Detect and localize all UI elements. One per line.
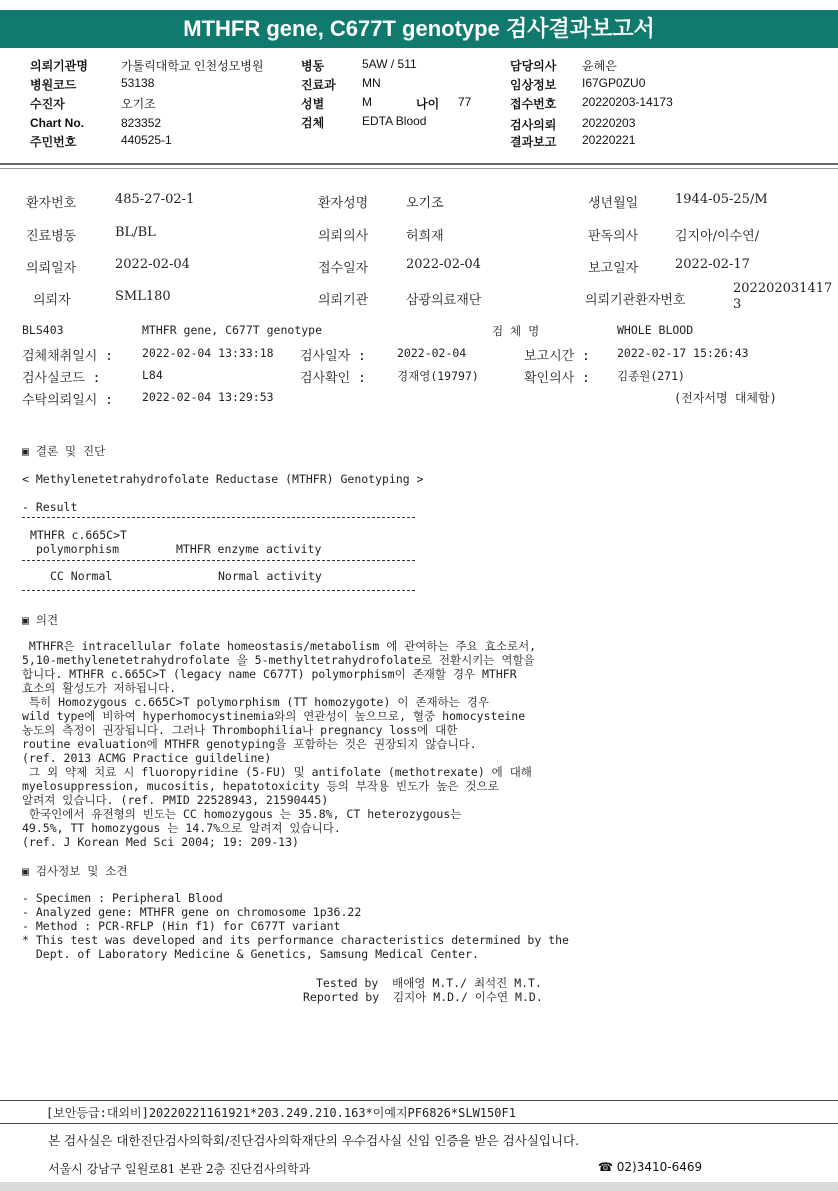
result-label: - Result [22, 500, 78, 514]
value-result-report: 20220221 [582, 133, 636, 147]
opinion-line: (ref. 2013 ACMG Practice guildeline) [22, 751, 272, 765]
certification-note: 본 검사실은 대한진단검사의학회/진단검사의학재단의 우수검사실 신임 인증을 받은 검사실입니다. [48, 1133, 580, 1148]
opinion-line: myelosuppression, mucositis, hepatotoxicity 등의 부작용 빈도가 높은 것으로 [22, 779, 499, 793]
label-report-date: 보고일자 [588, 261, 639, 276]
test-details-line: Dept. of Laboratory Medicine & Genetics, Samsung Medical Center. [22, 947, 479, 961]
value-patient-no: 485-27-02-1 [115, 192, 195, 207]
label-ward: 병동 [301, 59, 325, 73]
footer-divider [0, 1100, 838, 1101]
value-receipt-date: 2022-02-04 [406, 257, 481, 272]
opinion-line: 5,10-methylenetetrahydrofolate 을 5-methyltetrahydrofolate로 전환시키는 역할을 [22, 653, 535, 667]
test-details-heading: ▣ 검사정보 및 소견 [22, 864, 128, 878]
opinion-line: 합니다. MTHFR c.665C>T (legacy name C677T) polymorphism이 존재할 경우 MTHFR [22, 667, 517, 681]
table-header-genotype-1: MTHFR c.665C>T [30, 528, 127, 542]
value-confirm-doctor: 김종원(271) [617, 369, 685, 383]
value-examinee: 오기조 [121, 97, 156, 111]
value-patient-name: 오기조 [406, 196, 444, 211]
opinion-line: 그 외 약제 치료 시 fluoropyridine (5-FU) 및 antifolate (methotrexate) 에 대해 [22, 765, 532, 779]
lab-phone: ☎ 02)3410-6469 [598, 1160, 703, 1174]
label-ward: 진료병동 [26, 229, 77, 244]
label-examinee: 수진자 [30, 97, 65, 111]
opinion-line: 특히 Homozygous c.665C>T polymorphism (TT homozygote) 이 존재하는 경우 [22, 695, 489, 709]
label-age: 나이 [416, 97, 440, 111]
value-requester: SML180 [115, 289, 171, 304]
value-sex: M [362, 95, 372, 109]
reported-by: Reported by 김지아 M.D./ 이수연 M.D. [303, 990, 543, 1004]
label-sex: 성별 [301, 97, 325, 111]
label-patient-no: 환자번호 [26, 196, 77, 211]
label-institution-patient-no: 의뢰기관환자번호 [585, 293, 686, 308]
value-requesting-institution: 삼광의료재단 [406, 293, 482, 308]
security-line: [보안등급:대외비]20220221161921*203.249.210.163*이예지PF6826*SLW150F1 [46, 1106, 516, 1120]
label-outsource-time: 수탁의뢰일시 : [22, 393, 114, 408]
label-hospital-code: 병원코드 [30, 78, 77, 92]
value-lab-code: L84 [142, 368, 163, 382]
test-code: BLS403 [22, 323, 64, 337]
footer-bar [0, 1182, 838, 1191]
conclusion-heading: ▣ 결론 및 진단 [22, 444, 106, 458]
value-specimen: EDTA Blood [362, 114, 427, 128]
label-test-date: 검사일자 : [300, 349, 366, 364]
label-lab-code: 검사실코드 : [22, 371, 101, 386]
label-attending-doctor: 담당의사 [510, 59, 557, 73]
opinion-line: wild type에 비하여 hyperhomocystinemia와의 연관성이 높으므로, 혈중 homocysteine [22, 709, 526, 723]
label-result-report: 결과보고 [510, 135, 557, 149]
table-divider [22, 517, 415, 518]
opinion-line: 49.5%, TT homozygous 는 14.7%으로 알려져 있습니다. [22, 821, 341, 835]
value-age: 77 [458, 95, 472, 109]
value-test-date: 2022-02-04 [397, 346, 467, 360]
value-department: MN [362, 76, 381, 90]
label-clinical-info: 임상정보 [510, 78, 557, 92]
test-name: MTHFR gene, C677T genotype [142, 323, 323, 337]
value-requesting-doctor: 허희재 [406, 229, 444, 244]
value-attending-doctor: 윤혜은 [582, 59, 617, 73]
value-clinical-info: I67GP0ZU0 [582, 76, 646, 90]
label-requesting-institution: 의뢰기관명 [30, 59, 88, 73]
label-request-date: 의뢰일자 [26, 261, 77, 276]
table-header-enzyme-activity: MTHFR enzyme activity [176, 542, 322, 556]
opinion-line: MTHFR은 intracellular folate homeostasis/metabolism 에 관여하는 주요 효소로서, [22, 639, 537, 653]
opinion-line: (ref. J Korean Med Sci 2004; 19: 209-13) [22, 835, 299, 849]
opinion-body [22, 639, 536, 849]
table-header-genotype-2: polymorphism [36, 542, 120, 556]
label-patient-name: 환자성명 [318, 196, 369, 211]
label-department: 진료과 [301, 78, 336, 92]
test-details-line: - Method : PCR-RFLP (Hin f1) for C677T variant [22, 919, 341, 933]
value-outsource-time: 2022-02-04 13:29:53 [142, 390, 274, 404]
value-report-date: 2022-02-17 [675, 257, 750, 272]
label-requesting-doctor: 의뢰의사 [318, 229, 369, 244]
result-enzyme-activity: Normal activity [218, 569, 322, 583]
test-details-line: * This test was developed and its performance characteristics determined by the [22, 933, 569, 947]
divider [0, 163, 838, 165]
result-genotype: CC Normal [50, 569, 113, 583]
label-receipt-no: 접수번호 [510, 97, 557, 111]
label-collection-time: 검체채취일시 : [22, 349, 114, 364]
divider [0, 168, 838, 169]
opinion-line: 농도의 측정이 권장됩니다. 그러나 Thrombophilia나 pregnancy loss에 대한 [22, 723, 458, 737]
value-receipt-no: 20220203-14173 [582, 95, 673, 109]
value-request-date: 2022-02-04 [115, 257, 190, 272]
opinion-heading: ▣ 의견 [22, 613, 59, 627]
footer-divider [0, 1123, 838, 1124]
label-chart-no: Chart No. [30, 116, 84, 130]
opinion-line: 알려져 있습니다. (ref. PMID 22528943, 21590445) [22, 793, 329, 807]
value-specimen-name: WHOLE BLOOD [617, 323, 694, 337]
opinion-line: 효소의 활성도가 저하됩니다. [22, 681, 177, 695]
test-details-line: - Analyzed gene: MTHFR gene on chromosome 1p36.22 [22, 905, 362, 919]
label-requester: 의뢰자 [33, 293, 71, 308]
value-collection-time: 2022-02-04 13:33:18 [142, 346, 274, 360]
label-requesting-institution: 의뢰기관 [318, 293, 369, 308]
value-test-request: 20220203 [582, 116, 636, 130]
value-institution-patient-no-cont: 3 [733, 297, 742, 312]
value-resident-no: 440525-1 [121, 133, 172, 147]
value-ward: BL/BL [115, 225, 156, 240]
label-specimen: 검체 [301, 116, 325, 130]
value-requesting-institution: 가톨릭대학교 인천성모병원 [121, 59, 264, 73]
label-receipt-date: 접수일자 [318, 261, 369, 276]
report-title: MTHFR gene, C677T genotype 검사결과보고서 [0, 10, 838, 48]
label-confirm-doctor: 확인의사 : [524, 371, 590, 386]
label-resident-no: 주민번호 [30, 135, 77, 149]
label-test-confirm: 검사확인 : [300, 371, 366, 386]
table-divider [22, 560, 415, 561]
lab-address: 서울시 강남구 일원로81 본관 2층 진단검사의학과 [48, 1162, 311, 1176]
test-details-line: - Specimen : Peripheral Blood [22, 891, 223, 905]
value-report-time: 2022-02-17 15:26:43 [617, 346, 749, 360]
label-report-time: 보고시간 : [524, 349, 590, 364]
conclusion-subtitle: < Methylenetetrahydrofolate Reductase (MTHFR) Genotyping > [22, 472, 424, 486]
label-reading-doctor: 판독의사 [588, 229, 639, 244]
value-ward: 5AW / 511 [362, 57, 417, 71]
opinion-line: routine evaluation에 MTHFR genotyping을 포함하는 것은 권장되지 않습니다. [22, 737, 477, 751]
value-test-confirm: 경재영(19797) [397, 369, 479, 383]
label-specimen-name: 검 체 명 [492, 324, 540, 338]
tested-by: Tested by 배애영 M.T./ 최석진 M.T. [316, 976, 542, 990]
label-test-request: 검사의뢰 [510, 118, 557, 132]
opinion-line: 한국인에서 유전형의 빈도는 CC homozygous 는 35.8%, CT heterozygous는 [22, 807, 462, 821]
value-chart-no: 823352 [121, 116, 162, 130]
table-divider [22, 590, 415, 591]
value-reading-doctor: 김지아/이수연/ [675, 229, 760, 244]
value-institution-patient-no: 202202031417 [733, 281, 833, 296]
value-hospital-code: 53138 [121, 76, 155, 90]
esign-note: (전자서명 대체함) [674, 391, 777, 405]
test-details-body [22, 891, 569, 961]
value-dob: 1944-05-25/M [675, 192, 768, 207]
label-dob: 생년월일 [588, 196, 639, 211]
